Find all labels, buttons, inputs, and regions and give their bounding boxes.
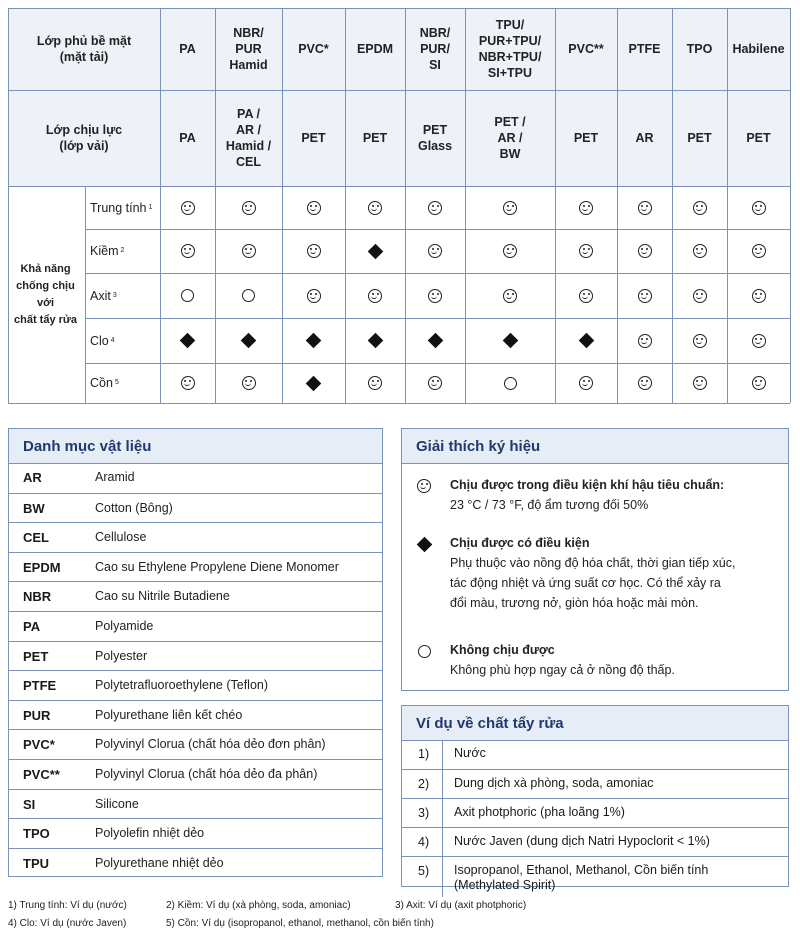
resistance-group-label: Khả năng chống chịu với chất tẩy rửa [14,262,77,326]
material-name: Polyurethane nhiệt dẻo [95,855,224,870]
grid-line [8,403,790,404]
smile-icon [579,376,593,390]
smile-icon [181,201,195,215]
material-code: AR [23,470,42,485]
carrier-col-4: PET Glass [417,123,453,153]
row-label-0 [85,186,160,229]
legend-heading: Chịu được trong điều kiện khí hậu tiêu chuẩn: [450,478,725,492]
grid-line [617,8,618,403]
cell-smile-icon [465,273,555,318]
row-label-text: Axit [90,288,111,303]
circle-icon [418,645,431,658]
cell-smile-icon [345,363,405,403]
footnote-2: 2) Kiềm: Ví dụ (xà phòng, soda, amoniac) [166,900,351,911]
row-label-sup: 5 [114,379,119,386]
example-text: Nước Javen (dung dịch Natri Hypoclorit < 1%) [454,834,710,848]
material-row [9,848,382,879]
cell-smile-icon [555,186,617,229]
smile-icon [307,244,321,258]
material-row [9,522,382,553]
example-row [402,740,788,769]
footnote-3: 3) Axit: Ví dụ (axit photphoric) [395,900,527,911]
material-name: Polytetrafluoroethylene (Teflon) [95,678,269,693]
cell-smile-icon [555,363,617,403]
grid-line [727,8,728,403]
legend-circle-icon [416,643,432,659]
cell-smile-icon [727,363,790,403]
row-label-text: Cồn [90,376,113,390]
row-label-text: Clo [90,333,109,348]
legend-text: 23 °C / 73 °F, độ ẩm tương đối 50% [450,498,649,512]
smile-icon [181,244,195,258]
surface-col-7: PTFE [628,42,661,56]
grid-line [85,363,790,364]
diamond-icon [367,243,383,259]
cell-diamond-icon [465,318,555,363]
smile-icon [417,479,431,493]
circle-icon [242,289,255,302]
smile-icon [428,201,442,215]
diamond-icon [502,333,518,349]
cell-smile-icon [215,363,282,403]
smile-icon [503,289,517,303]
material-code: PVC** [23,767,60,782]
surface-col-4: NBR/ PUR/ SI [419,26,451,72]
cell-smile-icon [282,273,345,318]
smile-icon [693,244,707,258]
legend-title: Giải thích ký hiệu [402,429,788,464]
cell-smile-icon [215,186,282,229]
material-name: Cao su Nitrile Butadiene [95,589,230,604]
material-row [9,581,382,612]
material-row [9,611,382,642]
grid-line [160,8,161,403]
smile-icon [368,289,382,303]
cell-circle-icon [215,273,282,318]
example-text: Axit photphoric (pha loãng 1%) [454,805,625,819]
legend-heading: Chịu được có điều kiện [450,536,590,550]
surface-col-6: PVC** [568,42,604,56]
row-label-sup: 2 [120,247,125,254]
materials-panel [8,428,383,877]
material-code: PUR [23,707,51,723]
cell-smile-icon [672,318,727,363]
smile-icon [579,244,593,258]
cell-smile-icon [215,229,282,273]
cell-smile-icon [672,229,727,273]
material-row [9,818,382,849]
surface-col-1: NBR/ PUR Hamid [229,26,268,72]
circle-icon [181,289,194,302]
cell-diamond-icon [282,363,345,403]
cell-smile-icon [727,318,790,363]
example-number: 2) [418,777,430,791]
surface-col-8: TPO [686,42,713,56]
carrier-col-7: AR [635,131,654,145]
material-code: CEL [23,530,49,546]
smile-icon [242,376,256,390]
smile-icon [368,376,382,390]
smile-icon [693,201,707,215]
surface-col-0: PA [179,42,196,56]
materials-title: Danh mục vật liệu [9,429,382,464]
diamond-icon [306,333,322,349]
grid-line [790,8,791,403]
cell-circle-icon [465,363,555,403]
smile-icon [638,376,652,390]
grid-line [282,8,283,403]
material-code: NBR [23,589,52,605]
carrier-col-2: PET [301,131,326,145]
material-name: Cotton (Bông) [95,500,173,515]
cell-smile-icon [555,229,617,273]
material-name: Polyurethane liên kết chéo [95,707,243,722]
surface-col-2: PVC* [298,42,329,56]
material-code: PVC* [23,737,55,753]
carrier-col-8: PET [687,131,712,145]
smile-icon [428,289,442,303]
legend-heading: Không chịu được [450,643,555,657]
cell-diamond-icon [160,318,215,363]
material-row [9,463,382,493]
example-number: 3) [418,806,430,820]
material-code: PTFE [23,678,57,694]
row-label-text: Trung tính [90,200,147,215]
smile-icon [752,376,766,390]
row-label-sup: 4 [110,336,115,344]
material-code: PET [23,648,49,664]
row-label-2 [85,273,160,318]
material-name: Polyamide [95,619,154,633]
cell-smile-icon [555,273,617,318]
cell-smile-icon [405,273,465,318]
grid-line [85,229,790,230]
surface-col-9: Habilene [732,42,785,56]
cell-smile-icon [345,273,405,318]
example-text: Isopropanol, Ethanol, Methanol, Cồn biến tính (Methylated Spirit) [454,863,709,892]
material-name: Cellulose [95,530,147,545]
smile-icon [579,201,593,215]
smile-icon [638,334,652,348]
material-name: Polyvinyl Clorua (chất hóa dẻo đa phân) [95,767,318,781]
material-row [9,700,382,731]
material-name: Aramid [95,470,135,484]
cell-smile-icon [617,318,672,363]
smile-icon [242,244,256,258]
material-row [9,641,382,672]
example-number: 1) [418,747,430,761]
smile-icon [428,244,442,258]
cell-smile-icon [617,273,672,318]
smile-icon [428,376,442,390]
diamond-icon [241,333,257,349]
carrier-col-5: PET / AR / BW [494,115,526,161]
example-number: 5) [418,864,430,878]
carrier-col-9: PET [746,131,771,145]
grid-line [8,8,9,403]
example-divider [442,857,443,897]
cell-diamond-icon [405,318,465,363]
cell-smile-icon [282,186,345,229]
material-code: BW [23,500,45,516]
example-text: Dung dịch xà phòng, soda, amoniac [454,776,654,790]
examples-panel [401,705,789,892]
grid-line [85,318,790,319]
cell-diamond-icon [345,229,405,273]
cell-smile-icon [405,363,465,403]
smile-icon [638,244,652,258]
material-name: Polyvinyl Clorua (chất hóa dẻo đơn phân) [95,737,326,752]
diamond-icon [306,375,322,391]
smile-icon [503,244,517,258]
grid-line [672,8,673,403]
material-row [9,789,382,820]
material-row [9,552,382,583]
footnote-1: 1) Trung tính: Ví dụ (nước) [8,900,127,911]
cell-smile-icon [345,186,405,229]
cell-smile-icon [672,363,727,403]
legend-diamond-icon [416,536,432,552]
cell-diamond-icon [215,318,282,363]
smile-icon [693,289,707,303]
example-number: 4) [418,835,430,849]
cell-diamond-icon [282,318,345,363]
cell-smile-icon [465,186,555,229]
example-row [402,769,788,799]
material-row [9,759,382,790]
carrier-col-6: PET [573,131,599,145]
surface-layer-header: Lớp phủ bề mặt (mặt tải) [36,34,132,64]
example-row [402,856,788,897]
row-label-1 [85,229,160,273]
example-text: Nước [454,746,486,760]
footnote-5: 5) Cồn: Ví dụ (isopropanol, ethanol, methanol, cồn biến tính) [166,918,434,929]
diamond-icon [180,333,196,349]
cell-smile-icon [160,229,215,273]
cell-smile-icon [405,229,465,273]
smile-icon [579,289,593,303]
resistance-table [0,0,800,405]
example-row [402,827,788,857]
diamond-icon [427,333,443,349]
material-name: Silicone [95,796,139,811]
cell-smile-icon [727,229,790,273]
smile-icon [503,201,517,215]
example-divider [442,770,443,799]
diamond-icon [416,536,432,552]
smile-icon [307,289,321,303]
material-code: TPO [23,826,50,842]
grid-line [465,8,466,403]
grid-line [215,8,216,403]
cell-smile-icon [282,229,345,273]
cell-smile-icon [465,229,555,273]
material-name: Polyolefin nhiệt dẻo [95,826,205,841]
smile-icon [752,289,766,303]
cell-smile-icon [727,186,790,229]
cell-diamond-icon [555,318,617,363]
material-code: EPDM [23,559,61,575]
smile-icon [693,376,707,390]
diamond-icon [578,333,594,349]
circle-icon [504,377,517,390]
cell-smile-icon [160,186,215,229]
row-label-3 [85,318,160,363]
material-name: Cao su Ethylene Propylene Diene Monomer [95,559,339,574]
smile-icon [242,201,256,215]
footnote-4: 4) Clo: Ví dụ (nước Javen) [8,918,127,929]
cell-smile-icon [617,363,672,403]
cell-smile-icon [727,273,790,318]
legend-text: Phụ thuộc vào nồng độ hóa chất, thời gian tiếp xúc, tác động nhiệt và ứng suất cơ học. Có thể xảy ra đổi màu, trương nở, giòn hóa hoặc mài mòn. [450,556,736,610]
cell-smile-icon [405,186,465,229]
smile-icon [638,289,652,303]
grid-line [345,8,346,403]
smile-icon [181,376,195,390]
cell-smile-icon [617,229,672,273]
carrier-col-1: PA / AR / Hamid / CEL [225,107,272,169]
row-label-4 [85,363,160,403]
row-label-sup: 3 [112,291,117,299]
examples-title: Ví dụ về chất tẩy rửa [402,706,788,741]
smile-icon [752,201,766,215]
cell-circle-icon [160,273,215,318]
material-code: TPU [23,855,49,871]
carrier-col-0: PA [179,131,196,145]
material-code: SI [23,796,36,812]
carrier-layer-header: Lớp chịu lực (lớp vải) [45,123,123,153]
smile-icon [307,201,321,215]
smile-icon [693,334,707,348]
diamond-icon [367,333,383,349]
cell-diamond-icon [345,318,405,363]
smile-icon [638,201,652,215]
cell-smile-icon [617,186,672,229]
smile-icon [368,201,382,215]
smile-icon [752,244,766,258]
grid-line [555,8,556,403]
example-divider [442,828,443,857]
surface-col-5: TPU/ PUR+TPU/ NBR+TPU/ SI+TPU [478,18,542,80]
carrier-col-3: PET [362,131,388,145]
example-row [402,798,788,828]
grid-line [405,8,406,403]
material-row [9,670,382,701]
legend-text: Không phù hợp ngay cả ở nồng độ thấp. [450,663,675,677]
legend-panel [401,428,789,691]
row-label-sup: 1 [148,203,153,211]
cell-smile-icon [672,186,727,229]
smile-icon [752,334,766,348]
surface-col-3: EPDM [356,42,394,56]
legend-smile-icon [416,478,432,494]
material-name: Polyester [95,648,148,663]
material-row [9,493,382,524]
cell-smile-icon [672,273,727,318]
material-row [9,729,382,760]
example-divider [442,740,443,769]
row-label-text: Kiềm [90,244,119,258]
example-divider [442,799,443,828]
grid-line [85,273,790,274]
cell-smile-icon [160,363,215,403]
material-code: PA [23,619,41,634]
grid-line [85,186,86,403]
